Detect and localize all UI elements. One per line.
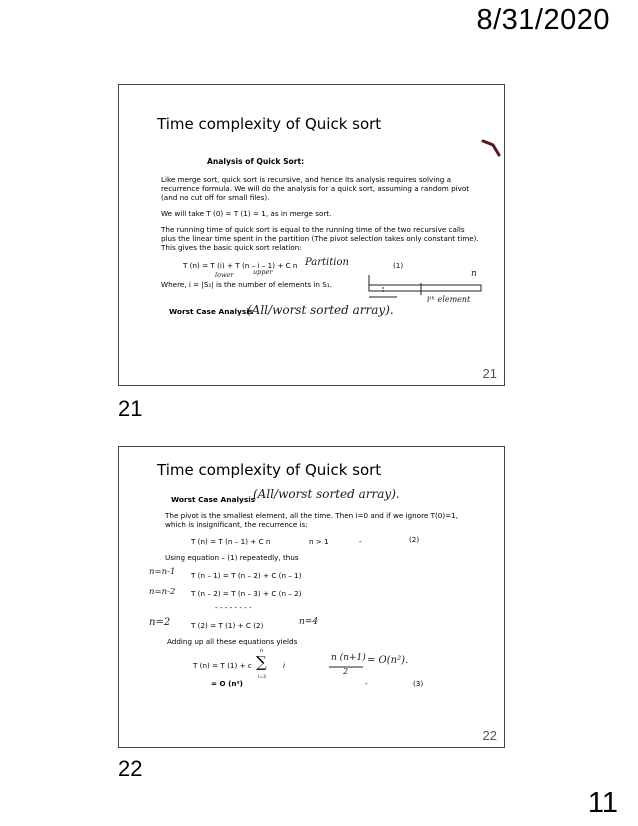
recurrence-condition: n > 1 — [309, 537, 329, 546]
equation-line: T (n – 1) = T (n – 2) + C (n – 1) — [191, 571, 302, 580]
summation-icon: ∑ — [256, 653, 267, 671]
equation-line: T (2) = T (1) + C (2) — [191, 621, 264, 630]
handwritten-sorted-note: (All/worst sorted array). — [253, 487, 400, 501]
handwritten-result: = O(n²). — [367, 655, 409, 666]
paragraph-line: plus the linear time spent in the partition (The pivot selection takes only constant time). — [161, 234, 479, 243]
paragraph-line: The running time of quick sort is equal to the running time of the two recursive calls — [161, 225, 465, 234]
handwritten-partition: Partition — [305, 257, 349, 268]
handwritten-n: n — [471, 269, 477, 279]
adding-line: Adding up all these equations yields — [167, 637, 298, 646]
paragraph-line: Like merge sort, quick sort is recursive, and hence its analysis requires solving a — [161, 175, 452, 184]
sum-lhs: T (n) = T (1) + c — [193, 661, 252, 670]
recurrence: T (n) = T (n – 1) + C n — [191, 537, 271, 546]
section-heading: Analysis of Quick Sort: — [207, 157, 305, 166]
slide-title: Time complexity of Quick sort — [157, 461, 382, 479]
paragraph-line: This gives the basic quick sort relation: — [161, 243, 302, 252]
paragraph-line: The pivot is the smallest element, all the time. Then i=0 and if we ignore T(0)=1, — [165, 511, 459, 520]
slide-title: Time complexity of Quick sort — [157, 115, 382, 133]
slide-number: 22 — [482, 728, 497, 743]
big-o-result: = O (n²) — [211, 679, 243, 688]
handwritten-ith-element: iᵗʰ element — [427, 295, 471, 304]
relation-label: (1) — [393, 261, 404, 270]
equation-line: T (n – 2) = T (n – 3) + C (n – 2) — [191, 589, 302, 598]
handwritten-n-minus-2: n=n-2 — [149, 587, 176, 597]
worst-case-heading: Worst Case Analysis — [171, 495, 256, 504]
paragraph-line: (and no cut off for small files). — [161, 193, 270, 202]
handwritten-sum-numerator: n (n+1) — [331, 653, 366, 663]
paragraph-line: which is insignificant, the recurrence is: — [165, 520, 308, 529]
slide-caption: 22 — [118, 756, 143, 781]
handwritten-n-equals-4: n=4 — [299, 617, 319, 627]
using-line: Using equation – (1) repeatedly, thus — [165, 553, 299, 562]
page-date: 8/31/2020 — [476, 4, 610, 36]
sum-top: n — [260, 648, 264, 654]
result-dash: - — [365, 679, 368, 688]
handwritten-sorted-note: (All/worst sorted array). — [247, 303, 394, 317]
handwritten-n-equals-2: n=2 — [149, 617, 171, 628]
recurrence-dash: - — [359, 537, 362, 546]
take-line: We will take T (0) = T (1) = 1, as in merge sort. — [161, 209, 332, 218]
recurrence-label: (2) — [409, 535, 420, 544]
dots-line: - - - - - - - - — [215, 603, 252, 612]
worst-case-heading: Worst Case Analysis — [169, 307, 254, 316]
slide-number: 21 — [482, 366, 497, 381]
handwritten-lower: lower — [215, 271, 234, 279]
handwritten-upper: upper — [253, 268, 273, 276]
page-number: 11 — [587, 787, 618, 819]
result-label: (3) — [413, 679, 424, 688]
quicksort-relation: T (n) = T (i) + T (n – i – 1) + C n — [183, 261, 298, 270]
slide-21 — [118, 84, 505, 386]
slide-22 — [118, 446, 505, 748]
arrow-mark-icon — [481, 137, 501, 159]
sum-bottom: i=3 — [258, 675, 266, 680]
slide-caption: 21 — [118, 396, 143, 421]
sum-var: i — [283, 661, 285, 670]
where-line: Where, i = |S₁| is the number of elements in S₁. — [161, 280, 332, 289]
handwritten-n-minus-1: n=n-1 — [149, 567, 176, 577]
paragraph-line: recurrence formula. We will do the analysis for a quick sort, assuming a random pivot — [161, 184, 470, 193]
handwritten-sum-denominator: 2 — [343, 667, 349, 676]
